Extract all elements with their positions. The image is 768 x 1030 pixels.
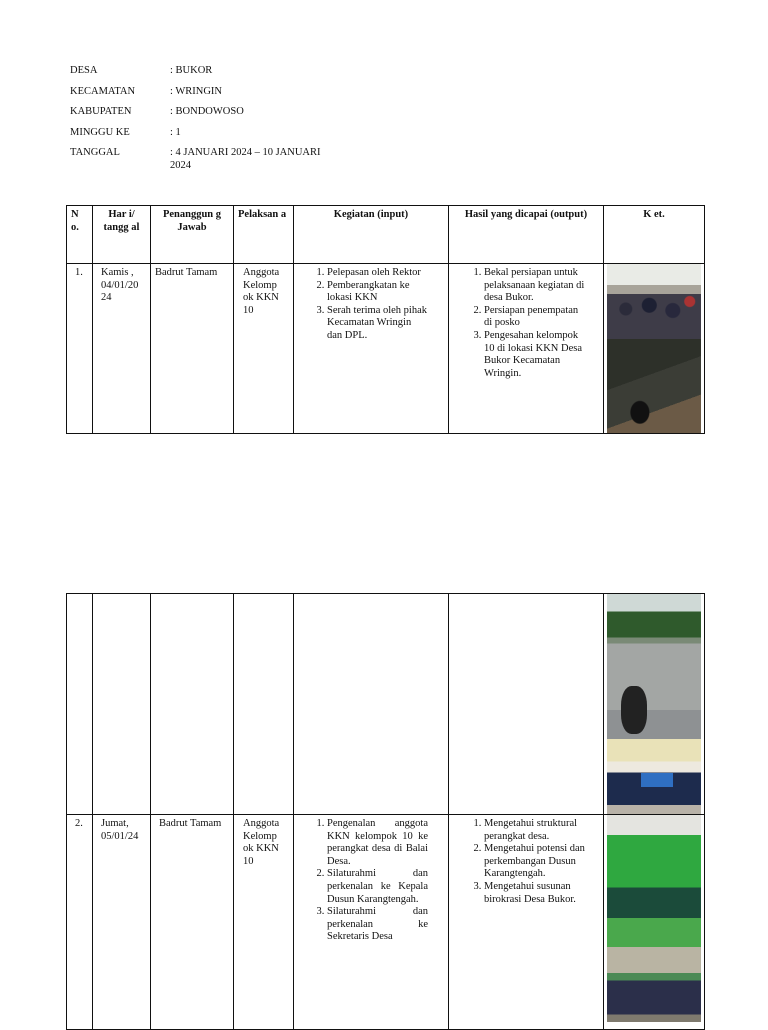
col-header-pelaksana: Pelaksan a — [234, 206, 294, 264]
header-row-desa — [70, 65, 370, 86]
label-tanggal: TANGGAL — [70, 147, 120, 158]
cell-kegiatan — [294, 264, 449, 434]
photo-meeting-room — [607, 815, 701, 947]
activity-table-page-1 — [66, 205, 705, 434]
list-item: 2. Persiapan penempatan di posko — [484, 305, 585, 330]
table-row — [67, 815, 705, 1030]
list-item: 1. Pengenalan anggota KKN kelompok 10 ke perangkat desa di Balai Desa. — [327, 818, 428, 868]
list-item: 3. Serah terima oleh pihak Kecamatan Wringin dan DPL. — [327, 305, 428, 343]
value-tanggal: : 4 JANUARI 2024 – 10 JANUARI 2024 — [170, 147, 321, 171]
cell-pelaksana: Anggota Kelomp ok KKN 10 — [234, 815, 294, 1030]
value-minggu: : 1 — [170, 126, 181, 138]
col-header-kegiatan: Kegiatan (input) — [294, 206, 449, 264]
list-item: 3. Pengesahan kelompok 10 di lokasi KKN Desa Bukor Kecamatan Wringin. — [484, 330, 585, 380]
table-row-continued — [67, 594, 705, 815]
label-kecamatan: KECAMATAN — [70, 85, 136, 97]
table-row — [67, 264, 705, 434]
list-item: 2. Silaturahmi dan perkenalan ke Kepala Dusun Karangtengah. — [327, 868, 428, 906]
cell-empty — [294, 594, 449, 815]
cell-ket-photos — [604, 264, 705, 434]
header-row-tanggal — [70, 147, 370, 171]
kegiatan-list — [310, 267, 428, 343]
col-header-no: N o. — [67, 206, 93, 264]
table-header-row — [67, 206, 705, 264]
list-item: 2. Pemberangkatan ke lokasi KKN — [327, 280, 428, 305]
hasil-list — [467, 818, 585, 906]
cell-no: 1. — [67, 264, 93, 434]
value-desa: : BUKOR — [170, 65, 213, 76]
photo-village-road — [607, 594, 701, 739]
value-kecamatan: : WRINGIN — [170, 85, 223, 97]
photo-group-banner — [607, 739, 701, 814]
list-item: 2. Mengetahui potensi dan perkembangan Dusun Karangtengah. — [484, 843, 585, 881]
cell-day: Kamis , 04/01/20 24 — [93, 264, 151, 434]
label-minggu: MINGGU KE — [70, 126, 130, 138]
cell-no: 2. — [67, 815, 93, 1030]
list-item: 1. Mengetahui struktural perangkat desa. — [484, 818, 585, 843]
header-row-minggu — [70, 127, 370, 148]
cell-empty — [67, 594, 93, 815]
value-kabupaten: : BONDOWOSO — [170, 106, 244, 117]
cell-pj: Badrut Tamam — [151, 264, 234, 434]
header-row-kabupaten — [70, 106, 370, 127]
header-info — [70, 65, 370, 171]
cell-empty — [151, 594, 234, 815]
kegiatan-list — [310, 818, 428, 944]
list-item: 3. Silaturahmi dan perkenalan ke Sekretaris Desa — [327, 906, 428, 944]
photo-visit-group — [607, 947, 701, 1022]
col-header-ket: K et. — [604, 206, 705, 264]
label-kabupaten: KABUPATEN — [70, 106, 132, 117]
col-header-hari: Har i/ tangg al — [93, 206, 151, 264]
cell-hasil — [449, 815, 604, 1030]
cell-pelaksana: Anggota Kelomp ok KKN 10 — [234, 264, 294, 434]
activity-table-page-2 — [66, 593, 705, 1030]
col-header-hasil: Hasil yang dicapai (output) — [449, 206, 604, 264]
photo-vehicle — [607, 339, 701, 433]
label-desa: DESA — [70, 65, 98, 76]
cell-ket-photos — [604, 594, 705, 815]
list-item: 3. Mengetahui susunan birokrasi Desa Bukor. — [484, 881, 585, 906]
col-header-pj: Penanggun g Jawab — [151, 206, 234, 264]
cell-empty — [234, 594, 294, 815]
list-item: 1. Pelepasan oleh Rektor — [327, 267, 428, 280]
cell-hasil — [449, 264, 604, 434]
hasil-list — [467, 267, 585, 380]
cell-pj: Badrut Tamam — [151, 815, 234, 1030]
list-item: 1. Bekal persiapan untuk pelaksanaan kegiatan di desa Bukor. — [484, 267, 585, 305]
cell-empty — [449, 594, 604, 815]
cell-empty — [93, 594, 151, 815]
cell-day: Jumat, 05/01/24 — [93, 815, 151, 1030]
cell-kegiatan — [294, 815, 449, 1030]
cell-ket-photos — [604, 815, 705, 1030]
photo-departure-event — [607, 264, 701, 339]
header-row-kecamatan — [70, 86, 370, 107]
